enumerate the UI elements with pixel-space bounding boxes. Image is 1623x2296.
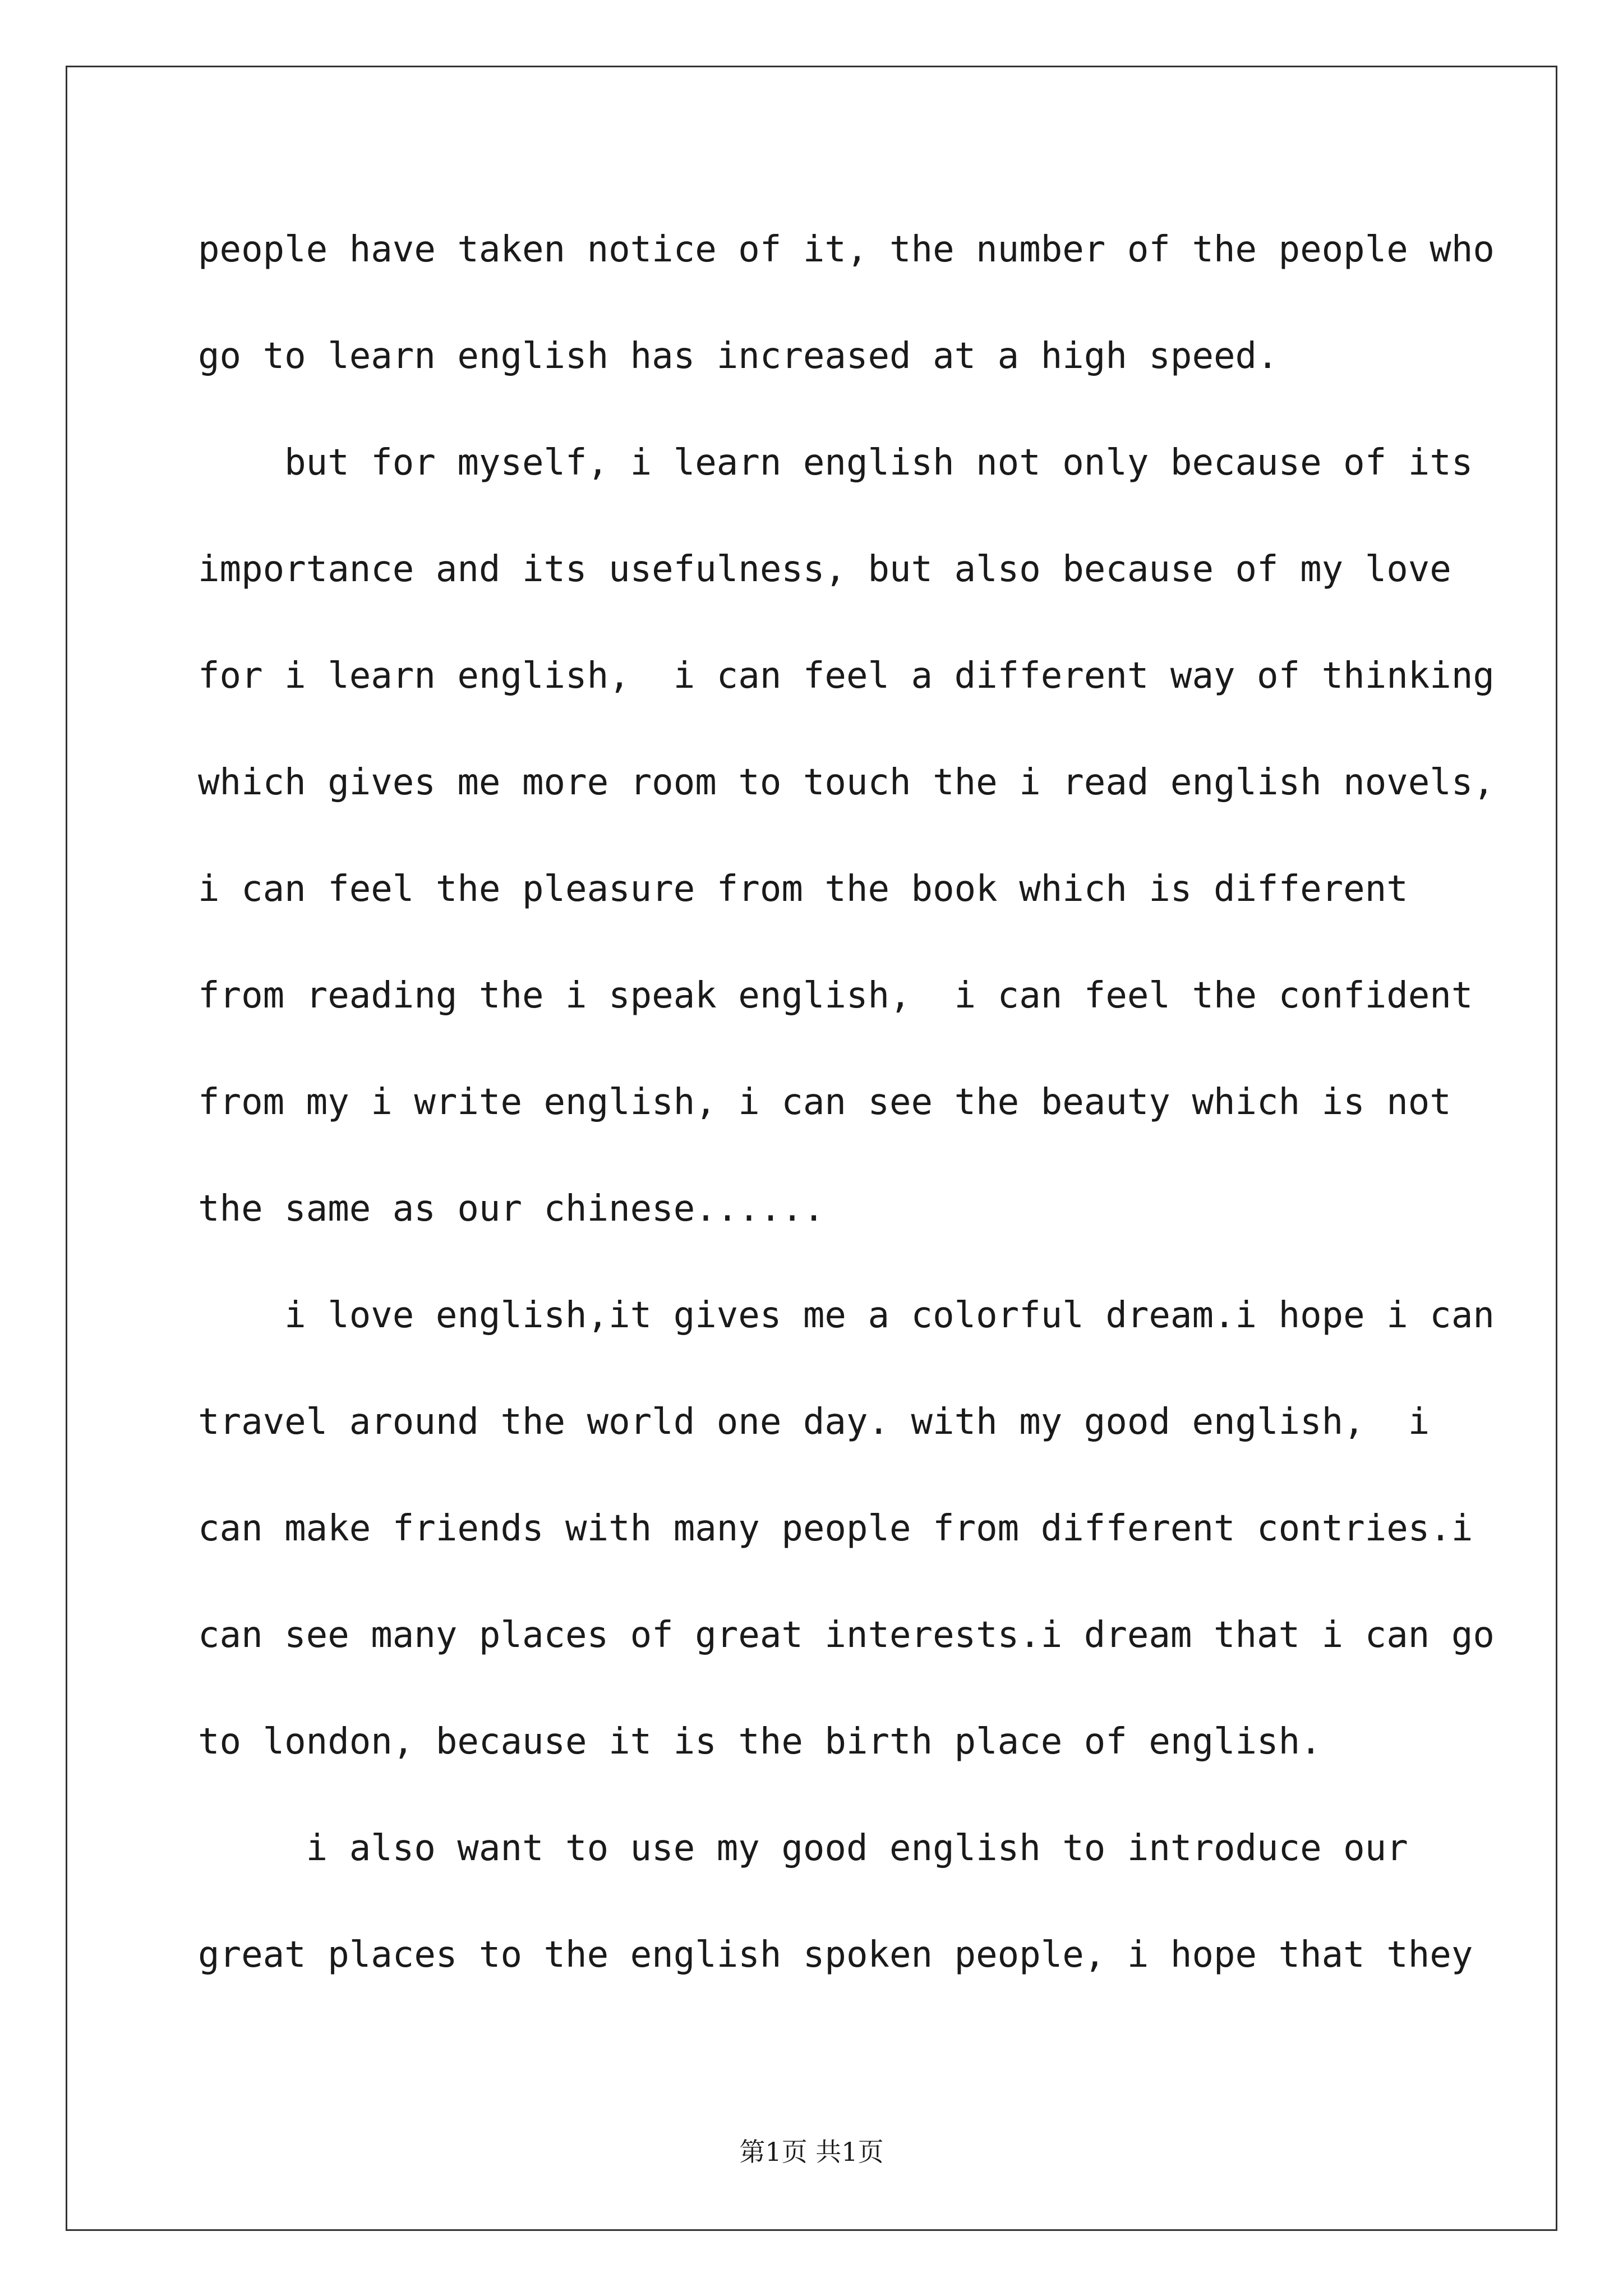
text-line: can make friends with many people from different contries.i	[198, 1508, 1473, 1549]
text-line: importance and its usefulness, but also because of my love	[198, 549, 1451, 590]
text-line: the same as our chinese......	[198, 1188, 825, 1230]
text-line: can see many places of great interests.i dream that i can go	[198, 1614, 1495, 1656]
text-line: but for myself, i learn english not only because of its	[198, 442, 1473, 484]
text-line: for i learn english, i can feel a different way of thinking	[198, 655, 1495, 697]
text-line: from reading the i speak english, i can feel the confident	[198, 975, 1473, 1016]
text-line: great places to the english spoken people, i hope that they	[198, 1934, 1473, 1976]
text-line: travel around the world one day. with my good english, i	[198, 1401, 1430, 1443]
text-line: from my i write english, i can see the beauty which is not	[198, 1082, 1451, 1123]
page-number-footer: 第1页 共1页	[739, 2137, 884, 2167]
text-line: i also want to use my good english to introduce our	[198, 1828, 1408, 1869]
text-line: which gives me more room to touch the i read english novels,	[198, 762, 1495, 803]
text-line: go to learn english has increased at a high speed.	[198, 335, 1279, 377]
text-line: i love english,it gives me a colorful dream.i hope i can	[198, 1295, 1495, 1336]
document-body	[198, 224, 1495, 2036]
text-line: to london, because it is the birth place of english.	[198, 1721, 1322, 1763]
text-line: people have taken notice of it, the number of the people who	[198, 229, 1495, 270]
text-line: i can feel the pleasure from the book which is different	[198, 868, 1408, 910]
